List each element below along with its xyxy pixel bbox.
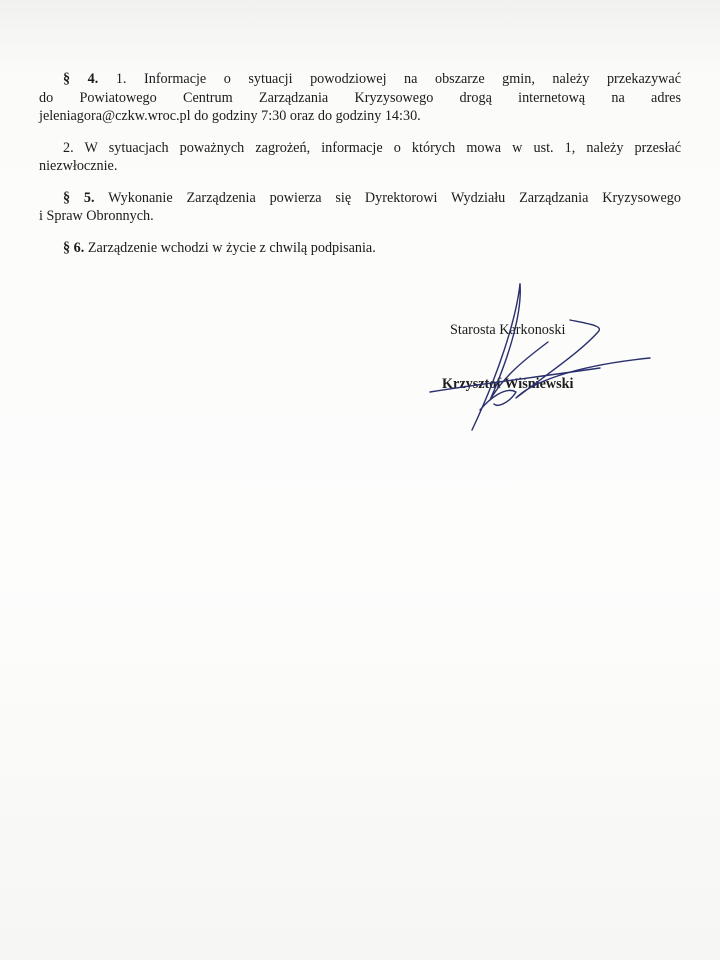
paragraph-6: [39, 239, 681, 258]
signatory-role: Starosta Karkonoski: [450, 322, 566, 338]
paragraph-4-2-line-2: niezwłocznie.: [39, 158, 118, 174]
signature-stroke: [516, 320, 650, 398]
paragraph-4-line-1: 1. Informacje o sytuacji powodziowej na obszarze gmin, należy przekazywać: [98, 71, 682, 87]
section-5-marker: § 5.: [63, 189, 95, 206]
section-4-marker: § 4.: [63, 71, 99, 87]
paragraph-4-2-line-1: 2. W sytuacjach poważnych zagrożeń, informacje o których mowa w ust. 1, należy przesłać: [63, 139, 681, 156]
signatory-name: Krzysztof Wiśniewski: [442, 376, 574, 392]
handwritten-signature: [420, 280, 670, 440]
paragraph-5: [39, 189, 681, 226]
section-6-marker: § 6.: [63, 239, 85, 256]
paragraph-4-line-2: do Powiatowego Centrum Zarządzania Kryzysowego drogą internetową na adres: [39, 89, 681, 106]
document-body: [39, 70, 681, 270]
paragraph-4: [39, 70, 681, 126]
paragraph-5-line-1: Wykonanie Zarządzenia powierza się Dyrektorowi Wydziału Zarządzania Kryzysowego: [94, 189, 681, 206]
signature-stroke: [472, 284, 520, 430]
paragraph-4-line-3: jeleniagora@czkw.wroc.pl do godziny 7:30 oraz do godziny 14:30.: [39, 108, 421, 124]
paragraph-4-2: [39, 139, 681, 176]
paragraph-6-line-1: Zarządzenie wchodzi w życie z chwilą podpisania.: [84, 239, 376, 256]
paragraph-5-line-2: i Spraw Obronnych.: [39, 208, 154, 224]
